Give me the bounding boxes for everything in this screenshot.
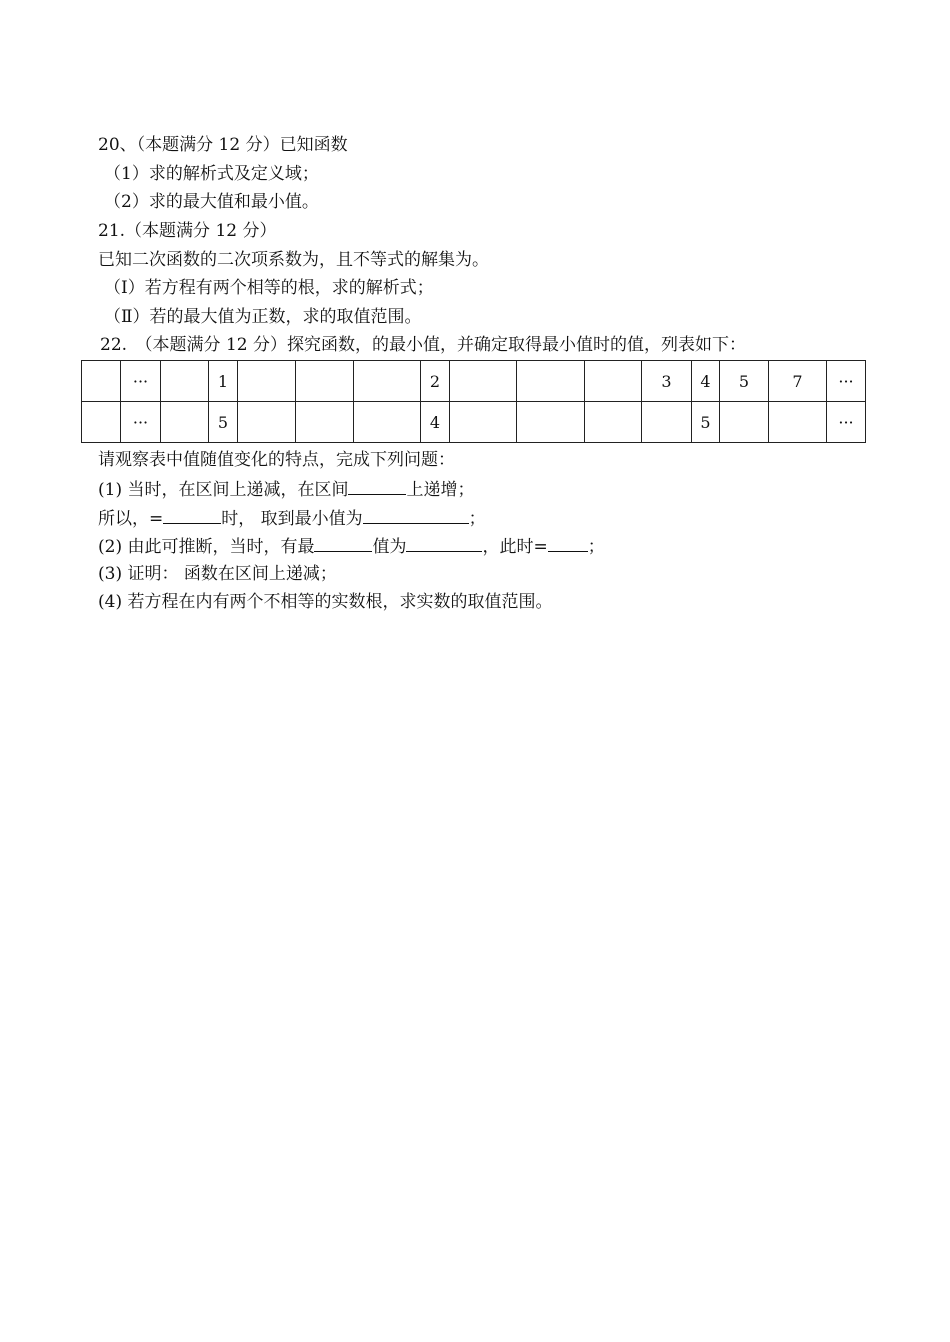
problem-20-part-1: （1）求的解析式及定义域； bbox=[104, 164, 319, 184]
question-1-text-e: ； bbox=[468, 509, 486, 529]
table-cell bbox=[161, 361, 209, 402]
table-row-y bbox=[82, 402, 866, 443]
table-cell bbox=[517, 361, 585, 402]
table-cell bbox=[450, 361, 517, 402]
question-1-line-1 bbox=[98, 478, 474, 500]
table-cell: 3 bbox=[642, 361, 692, 402]
table-cell bbox=[517, 402, 585, 443]
value-table bbox=[81, 360, 866, 443]
table-cell: 5 bbox=[692, 402, 720, 443]
problem-22-title: 22. （本题满分 12 分）探究函数，的最小值，并确定取得最小值时的值，列表如下： bbox=[100, 335, 746, 355]
table-cell: 5 bbox=[720, 361, 769, 402]
table-cell bbox=[585, 361, 642, 402]
table-cell: ··· bbox=[121, 402, 161, 443]
table-cell bbox=[238, 402, 296, 443]
table-cell bbox=[82, 402, 121, 443]
question-2-text-c: ，此时= bbox=[482, 537, 548, 557]
question-1-text-c: 所以，= bbox=[98, 509, 164, 529]
answer-blank[interactable] bbox=[163, 507, 221, 524]
answer-blank[interactable] bbox=[348, 478, 406, 495]
table-cell: 4 bbox=[692, 361, 720, 402]
question-2-text-b: 值为 bbox=[372, 537, 407, 557]
question-3-line: (3) 证明： 函数在区间上递减； bbox=[98, 564, 337, 584]
problem-20-title: 20、（本题满分 12 分）已知函数 bbox=[98, 135, 348, 155]
table-cell: ··· bbox=[121, 361, 161, 402]
question-1-text-d: 时， 取到最小值为 bbox=[221, 509, 363, 529]
table-cell bbox=[296, 361, 354, 402]
table-cell: 7 bbox=[769, 361, 827, 402]
problem-21-part-2: （Ⅱ）若的最大值为正数，求的取值范围。 bbox=[104, 307, 422, 327]
table-cell bbox=[720, 402, 769, 443]
table-cell: 4 bbox=[421, 402, 450, 443]
table-cell bbox=[161, 402, 209, 443]
question-2-text-d: ； bbox=[587, 537, 605, 557]
answer-blank[interactable] bbox=[548, 535, 588, 552]
table-cell bbox=[354, 402, 421, 443]
answer-blank[interactable] bbox=[406, 535, 482, 552]
answer-blank[interactable] bbox=[314, 535, 372, 552]
question-1-line-2 bbox=[98, 507, 486, 529]
question-1-text-b: 上递增； bbox=[406, 480, 475, 500]
table-cell bbox=[585, 402, 642, 443]
table-cell: ··· bbox=[827, 402, 866, 443]
question-1-text-a: (1) 当时，在区间上递减，在区间 bbox=[98, 480, 349, 500]
question-2-line bbox=[98, 535, 605, 557]
table-cell bbox=[769, 402, 827, 443]
problem-21-stem: 已知二次函数的二次项系数为，且不等式的解集为。 bbox=[98, 250, 489, 270]
table-cell: ··· bbox=[827, 361, 866, 402]
problem-21-title: 21.（本题满分 12 分） bbox=[98, 221, 277, 241]
table-cell: 1 bbox=[209, 361, 238, 402]
question-2-text-a: (2) 由此可推断，当时，有最 bbox=[98, 537, 315, 557]
table-cell bbox=[82, 361, 121, 402]
table-cell bbox=[450, 402, 517, 443]
table-cell: 2 bbox=[421, 361, 450, 402]
table-cell: 5 bbox=[209, 402, 238, 443]
table-cell bbox=[354, 361, 421, 402]
question-4-line: (4) 若方程在内有两个不相等的实数根，求实数的取值范围。 bbox=[98, 592, 553, 612]
table-row-x bbox=[82, 361, 866, 402]
problem-21-part-1: （Ⅰ）若方程有两个相等的根，求的解析式； bbox=[104, 278, 434, 298]
problem-20-part-2: （2）求的最大值和最小值。 bbox=[104, 192, 319, 212]
answer-blank[interactable] bbox=[363, 507, 469, 524]
observe-instruction: 请观察表中值随值变化的特点，完成下列问题： bbox=[98, 450, 455, 470]
table-cell bbox=[238, 361, 296, 402]
table-cell bbox=[642, 402, 692, 443]
table-cell bbox=[296, 402, 354, 443]
